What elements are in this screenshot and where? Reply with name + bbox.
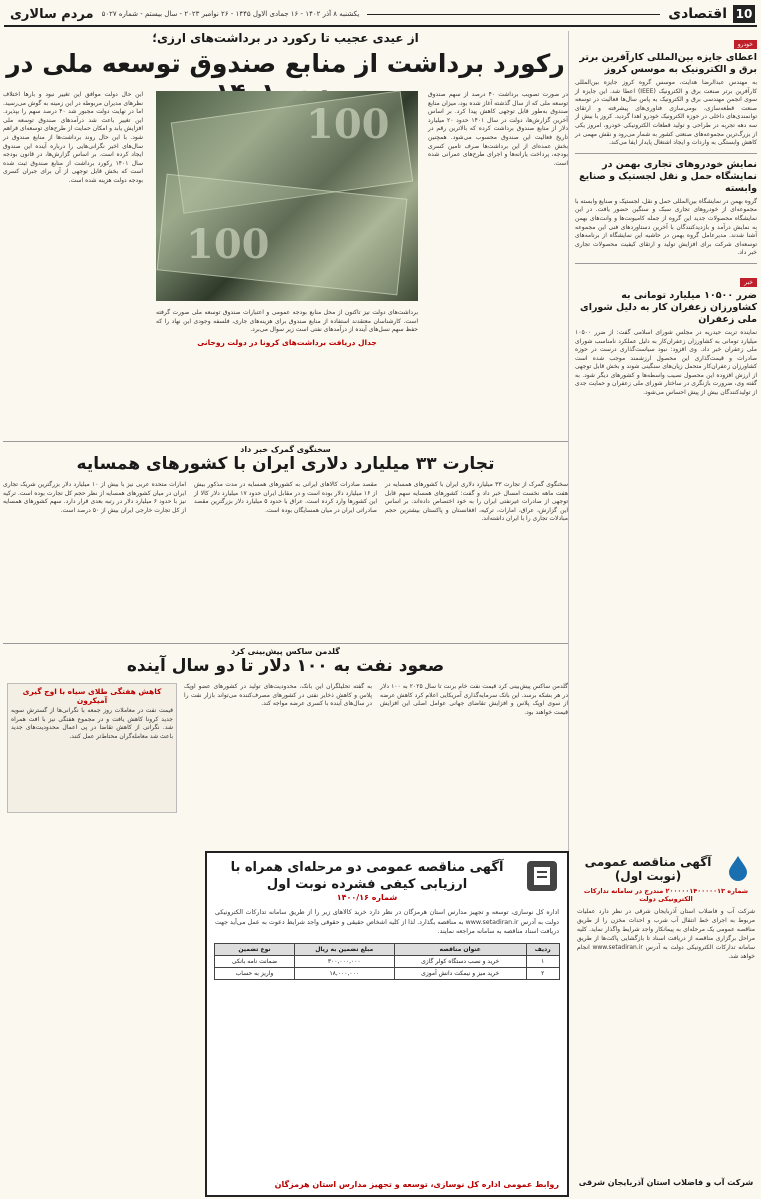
table-cell: ۱: [526, 955, 559, 967]
tender-ad-water: [575, 851, 757, 1193]
table-cell: ضمانت نامه بانکی: [215, 955, 295, 967]
news-body: نماینده تربت حیدریه در مجلس شورای اسلامی گفت: از ضرر ۱۰۵۰۰ میلیارد تومانی به کشاورزان زعفران‌کار به دلیل عملکرد نامناسب شورای ملی زعفران خبر داد. وی افزود: نبود سیاست‌گذاری درست در حوزه صادرات و قیمت‌گذاری این محصول ارزشمند موجب شده است کشاورزان زعفران‌کار متحمل زیان‌های سنگینی شوند و بخش قابل توجهی از ارزش افزوده این محصول نصیب واسطه‌ها و کشورهای دیگر شود. به گفته وی، ضرورت بازنگری در ساختار شورای ملی زعفران و حمایت جدی از تولیدکنندگان بیش از پیش احساس می‌شود.: [575, 328, 757, 397]
lead-text: این حال دولت موافق این تغییر نبود و بارها اختلاف نظرهای مدیران مربوطه در این زمینه به گوش می‌رسید. اما در نهایت دولت مجبور شد ۴۰ درصد سهم را بپذیرد. این تغییر باعث شد درآمدهای صندوق توسعه ملی افزایش یابد و امکان حمایت از طرح‌های توسعه‌ای فراهم شود. با این حال روند برداشت‌ها از منابع صندوق در سال‌های اخیر نگرانی‌هایی را درباره آینده این صندوق ایجاد کرده است. بر اساس گزارش‌ها، در قانون بودجه سال ۱۴۰۱ رکورد برداشت از منابع صندوق ثبت شده است که بخش قابل توجهی از آن برای جبران کسری بودجه دولت هزینه شده است.: [3, 91, 143, 184]
table-row: [215, 955, 560, 967]
tender-table: [214, 943, 560, 980]
section-title: اقتصادی: [668, 6, 727, 22]
lead-kicker: از عیدی عجیب تا رکورد در برداشت‌های ارزی؛: [152, 31, 419, 45]
trade-text: مقصد صادرات کالاهای ایرانی به کشورهای همسایه در مدت مذکور بیش از ۱۶ میلیارد دلار بوده است و در مقابل ایران حدود ۱۷ میلیارد دلار کالا از این کشورها وارد کرده است. عراق با حدود ۵ میلیارد دلار بزرگترین مقصد صادراتی ایران در میان همسایگان بوده است.: [194, 481, 377, 514]
column-header: عنوان مناقصه: [394, 943, 526, 955]
tender-ad-schools: [205, 851, 569, 1197]
ad-header: [217, 859, 517, 902]
table-cell: ۳۰۰,۰۰۰,۰۰۰: [294, 955, 394, 967]
oil-title[interactable]: صعود نفت به ۱۰۰ دلار تا دو سال آینده: [126, 656, 445, 676]
red-subhead: جدال دریافت برداشت‌های کرونا در دولت روحانی: [197, 337, 377, 347]
column-header: نوع تضمین: [215, 943, 295, 955]
ad-body: شرکت آب و فاضلاب استان آذربایجان شرقی در نظر دارد عملیات مربوط به اجرای خط انتقال آب شرب و احداث مخزن را از طریق مناقصه عمومی یک مرحله‌ای به پیمانکار واجد شرایط واگذار نماید. کلیه مراحل برگزاری مناقصه از دریافت اسناد تا بازگشایی پاکت‌ها از طریق سامانه تدارکات الکترونیکی دولت به آدرس www.setadiran.ir انجام خواهد شد.: [577, 908, 755, 960]
issue-date: یکشنبه ۸ آذر ۱۴۰۲ - ۱۶ جمادی الاول ۱۴۴۵ - ۲۶ نوامبر ۲۰۲۳ - سال بیستم - شماره ۵۰۲۷: [101, 10, 360, 18]
oil-text: گلدمن ساکس پیش‌بینی کرد قیمت نفت خام برنت تا سال ۲۰۲۵ به ۱۰۰ دلار در هر بشکه برسد. این بانک سرمایه‌گذاری آمریکایی اعلام کرد کاهش عرضه از سوی اوپک پلاس و افزایش تقاضای جهانی عوامل اصلی این افزایش قیمت خواهند بود.: [380, 683, 568, 716]
lead-col-right: [428, 91, 568, 438]
news-headline[interactable]: نمایش خودروهای تجاری بهمن در نمایشگاه حمل و نقل لجستیک و صنایع وابسته: [579, 158, 757, 194]
divider: [3, 643, 568, 644]
lead-col-left: [3, 91, 143, 438]
ad-footer: روابط عمومی اداره کل نوسازی، توسعه و تجهیز مدارس استان هرمزگان: [274, 1180, 559, 1189]
news-body: به مهندس عبدالرضا هدایت، موسس گروه کروز جایزه بین‌المللی کارآفرین برتر صنعت برق و الکترونیک (IEEE) اعطا شد. این جایزه از سوی انجمن مهندسی برق و الکترونیک به پاس سال‌ها فعالیت در توسعه صنعت قطعه‌سازی، بومی‌سازی فناوری‌های پیشرفته و ارتقای توانمندی‌های داخلی در حوزه الکترونیک خودرو اهدا گردید. کروز با بیش از سه دهه تجربه در طراحی و تولید قطعات الکترونیکی خودرو، امروز یکی از بزرگ‌ترین مجموعه‌های صنعتی کشور به شمار می‌رود و نقش مهمی در کاهش وابستگی به واردات و ایجاد اشتغال پایدار ایفا می‌کند.: [575, 79, 758, 147]
trade-text: امارات متحده عربی نیز با بیش از ۱۰ میلیارد دلار بزرگترین شریک تجاری ایران در میان کشورهای همسایه از نظر حجم کل تجارت بوده است. ترکیه نیز با حدود ۶ میلیارد دلار در رتبه بعدی قرار دارد. سهم کشورهای همسایه از کل تجارت خارجی ایران بیش از ۵۰ درصد است.: [3, 481, 186, 514]
table-cell: ۱۸,۰۰۰,۰۰۰: [294, 967, 394, 979]
ad-number: شماره ۲۰۰۰۰۰۱۴۰۰۰۰۰۱۳ مندرج در سامانه تدارکات الکترونیکی دولت: [583, 887, 749, 903]
trade-kicker: سخنگوی گمرک خبر داد: [240, 445, 331, 454]
newspaper-brand: مردم سالاری: [10, 6, 94, 22]
table-cell: خرید میز و نیمکت دانش آموزی: [394, 967, 526, 979]
trade-body: [3, 481, 568, 641]
oil-aside: [7, 683, 177, 813]
table-cell: ۲: [526, 967, 559, 979]
masthead-rule: [367, 14, 660, 15]
table-header-row: [215, 943, 560, 955]
dollar-bills-image: [156, 91, 418, 301]
lead-headline[interactable]: رکورد برداشت از منابع صندوق توسعه ملی در: [6, 49, 565, 78]
column-header: ردیف: [526, 943, 559, 955]
divider: [575, 153, 757, 154]
aside-text: قیمت نفت در معاملات روز جمعه با نگرانی‌ها از گسترش سویه جدید کرونا کاهش یافت و در مجموع هفتگی نیز با افت همراه شد. نگرانی از کاهش تقاضا در پی اعمال محدودیت‌های جدید باعث شد معامله‌گران محتاط‌تر عمل کنند.: [11, 707, 173, 740]
divider: [575, 263, 757, 264]
ad-footer: شرکت آب و فاضلاب استان آذربایجان شرقی: [578, 1178, 754, 1187]
bill-digit: 100: [186, 221, 270, 268]
oil-section: [3, 647, 568, 676]
column-header: مبلغ تضمین به ریال: [294, 943, 394, 955]
lead-col-mid: [156, 309, 418, 434]
ad-title[interactable]: آگهی مناقصه عمومی دو مرحله‌ای همراه با ارزیابی کیفی فشرده نوبت اول: [230, 860, 504, 892]
section-tag: خبر: [740, 278, 757, 287]
aside-title[interactable]: کاهش هفتگی طلای سیاه با اوج گیری آمیکرون: [22, 687, 162, 705]
news-headline[interactable]: اعطای جایزه بین‌المللی کارآفرین برتر برق و الکترونیک به موسس کروز: [579, 52, 757, 75]
organization-logo-icon: [525, 859, 559, 899]
news-headline[interactable]: ضرر ۱۰۵۰۰ میلیارد تومانی به کشاورزان زعفران کار به دلیل شورای ملی زعفران: [580, 289, 757, 325]
table-cell: خرید و نصب دستگاه کولر گازی: [394, 955, 526, 967]
bill-digit: 100: [306, 101, 390, 148]
oil-body: [183, 683, 568, 848]
section-tag: خودرو: [734, 40, 757, 49]
ad-number: شماره ۱۴۰۰/۱۶: [336, 893, 398, 902]
table-row: [215, 967, 560, 979]
page-number: 10: [733, 5, 755, 23]
divider: [3, 441, 568, 442]
lead-text: در صورت تصویب برداشت ۴۰ درصد از سهم صندوق توسعه ملی که از سال گذشته آغاز شده بود، میزان منابع صندوق به‌طور قابل توجهی کاهش پیدا کرد. بر اساس آخرین گزارش‌ها، دولت در سال ۱۴۰۱ حدود ۲۰ میلیارد دلار از منابع صندوق برداشت کرده که بالاترین رقم در تاریخ فعالیت این صندوق محسوب می‌شود. همچنین بخش عمده‌ای از این برداشت‌ها صرف تامین کسری بودجه، پرداخت یارانه‌ها و اجرای طرح‌های عمرانی شده است.: [428, 91, 568, 167]
oil-text: به گفته تحلیلگران این بانک، محدودیت‌های تولید در کشورهای عضو اوپک پلاس و کاهش ذخایر نفتی در کشورهای مصرف‌کننده می‌تواند بازار نفت را در سال‌های آینده با کسری عرضه مواجه کند.: [184, 683, 372, 708]
masthead: [4, 3, 757, 27]
water-drop-logo-icon: [723, 853, 753, 883]
ad-body: اداره کل نوسازی، توسعه و تجهیز مدارس استان هرمزگان در نظر دارد خرید کالاهای زیر را از طریق سامانه تدارکات الکترونیکی دولت به آدرس www.setadiran.ir به مناقصه بگذارد. لذا از کلیه اشخاص حقیقی و حقوقی واجد شرایط دعوت به عمل می‌آید جهت دریافت اسناد مناقصه به سامانه مراجعه نمایند.: [215, 909, 559, 935]
lead-text: برداشت‌های دولت نیز تاکنون از محل منابع بودجه عمومی و اعتبارات صندوق توسعه ملی صورت گرفته است. کارشناسان معتقدند استفاده از منابع صندوق برای هزینه‌های جاری، فلسفه وجودی این نهاد را که حفظ سهم نسل‌های آینده از درآمدهای نفتی است زیر سوال می‌برد.: [156, 309, 418, 334]
news-body: گروه بهمن در نمایشگاه بین‌المللی حمل و نقل، لجستیک و صنایع وابسته با مجموعه‌ای از خودروهای تجاری سبک و سنگین حضور یافت. در این نمایشگاه محصولات جدید این گروه از جمله کامیونت‌ها و وانت‌های بهمن به نمایش درآمد و بازدیدکنندگان با آخرین دستاوردهای فنی این مجموعه آشنا شدند. مدیرعامل گروه بهمن در حاشیه این نمایشگاه از برنامه‌های توسعه‌ای شرکت برای افزایش تولید و ارتقای کیفیت محصولات تجاری خبر داد.: [575, 197, 757, 257]
trade-text: سخنگوی گمرک از تجارت ۳۳ میلیارد دلاری ایران با کشورهای همسایه در هفت ماهه نخست امسال خبر داد و گفت: کشورهای همسایه سهم قابل توجهی از صادرات غیرنفتی ایران را به خود اختصاص داده‌اند. بر اساس این گزارش، عراق، امارات، ترکیه، افغانستان و پاکستان بیشترین حجم مبادلات تجاری را با ایران داشته‌اند.: [385, 481, 569, 523]
trade-title[interactable]: تجارت ۳۳ میلیارد دلاری ایران با کشورهای همسایه: [76, 454, 495, 474]
ad-title[interactable]: آگهی مناقصه عمومی (نوبت اول): [584, 855, 712, 883]
newspaper-page: [4, 3, 757, 1196]
oil-kicker: گلدمن ساکس پیش‌بینی کرد: [231, 647, 340, 656]
trade-section: [3, 445, 568, 474]
table-cell: واریز به حساب: [215, 967, 295, 979]
